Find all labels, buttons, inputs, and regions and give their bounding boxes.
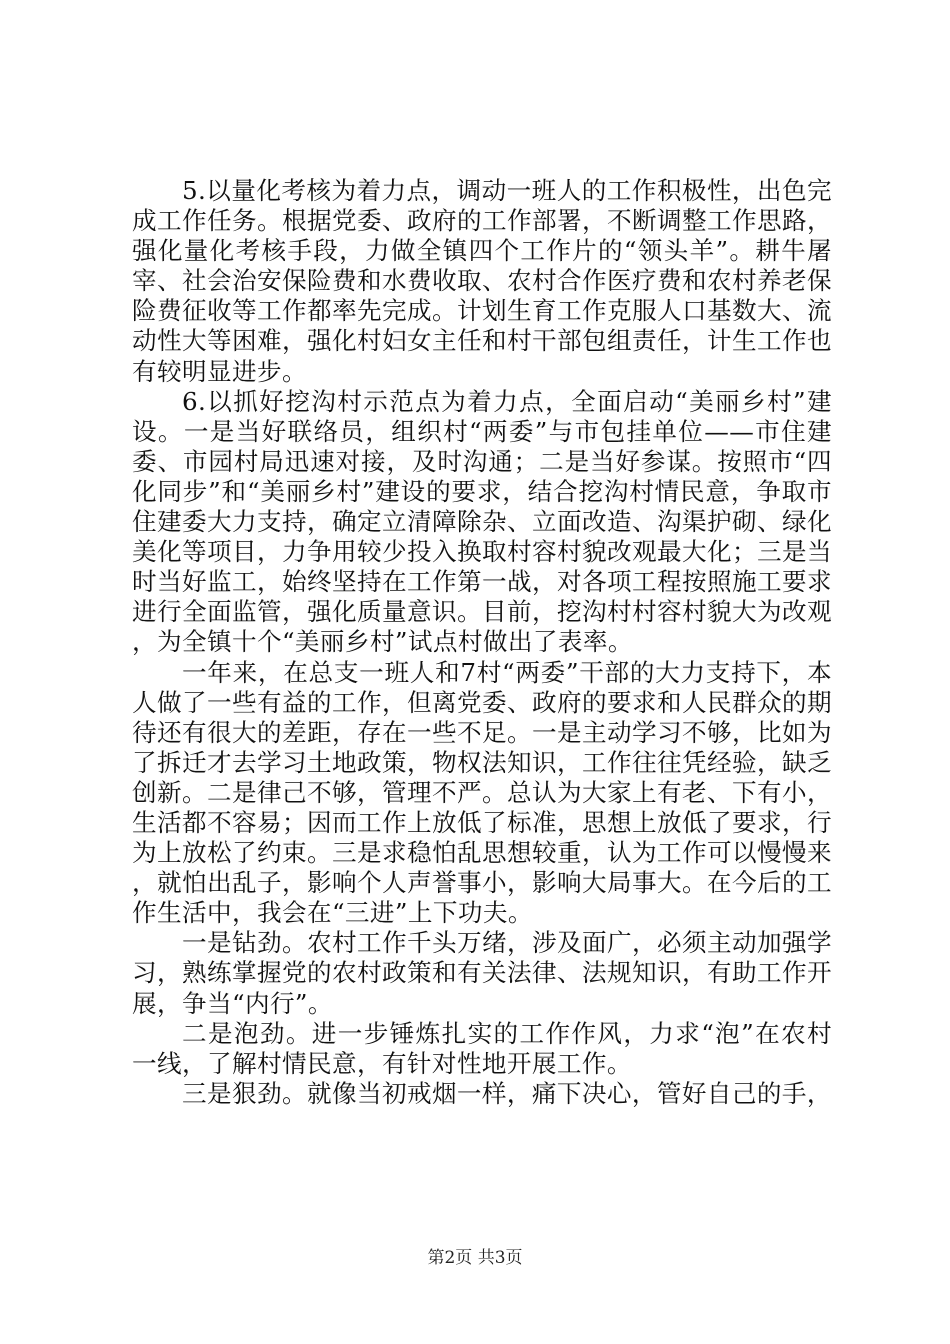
page-number-footer: 第2页 共3页 (427, 1248, 523, 1268)
paragraph-2: 6.以抓好挖沟村示范点为着力点，全面启动“美丽乡村”建设。一是当好联络员，组织村“两委”与市包挂单位——市住建委、市园村局迅速对接，及时沟通；二是当好参谋。按照市“四化同步”和“美丽乡村”建设的要求，结合挖沟村情民意，争取市住建委大力支持，确定立清障除杂、立面改造、沟渠护砌、绿化美化等项目，力争用较少投入换取村容村貌改观最大化；三是当时当好监工，始终坚持在工作第一战，对各项工程按照施工要求进行全面监管，强化质量意识。目前，挖沟村村容村貌大为改观，为全镇十个“美丽乡村”试点村做出了表率。 (132, 386, 832, 657)
document-body (132, 176, 832, 1109)
paragraph-6: 三是狠劲。就像当初戒烟一样，痛下决心，管好自己的手， (182, 1078, 832, 1108)
paragraph-4: 一是钻劲。农村工作千头万绪，涉及面广，必须主动加强学习，熟练掌握党的农村政策和有关法律、法规知识，有助工作开展，争当“内行”。 (132, 928, 832, 1018)
paragraph-1: 5.以量化考核为着力点，调动一班人的工作积极性，出色完成工作任务。根据党委、政府的工作部署，不断调整工作思路，强化量化考核手段，力做全镇四个工作片的“领头羊”。耕牛屠宰、社会治安保险费和水费收取、农村合作医疗费和农村养老保险费征收等工作都率先完成。计划生育工作克服人口基数大、流动性大等困难，强化村妇女主任和村干部包组责任，计生工作也有较明显进步。 (132, 176, 832, 386)
paragraph-5: 二是泡劲。进一步锤炼扎实的工作作风，力求“泡”在农村一线，了解村情民意，有针对性地开展工作。 (132, 1018, 832, 1078)
paragraph-3: 一年来，在总支一班人和7村“两委”干部的大力支持下，本人做了一些有益的工作，但离党委、政府的要求和人民群众的期待还有很大的差距，存在一些不足。一是主动学习不够，比如为了拆迁才去学习土地政策，物权法知识，工作往往凭经验，缺乏创新。二是律己不够，管理不严。总认为大家上有老、下有小，生活都不容易；因而工作上放低了标准，思想上放低了要求，行为上放松了约束。三是求稳怕乱思想较重，认为工作可以慢慢来，就怕出乱子，影响个人声誉事小，影响大局事大。在今后的工作生活中，我会在“三进”上下功夫。 (132, 657, 832, 928)
